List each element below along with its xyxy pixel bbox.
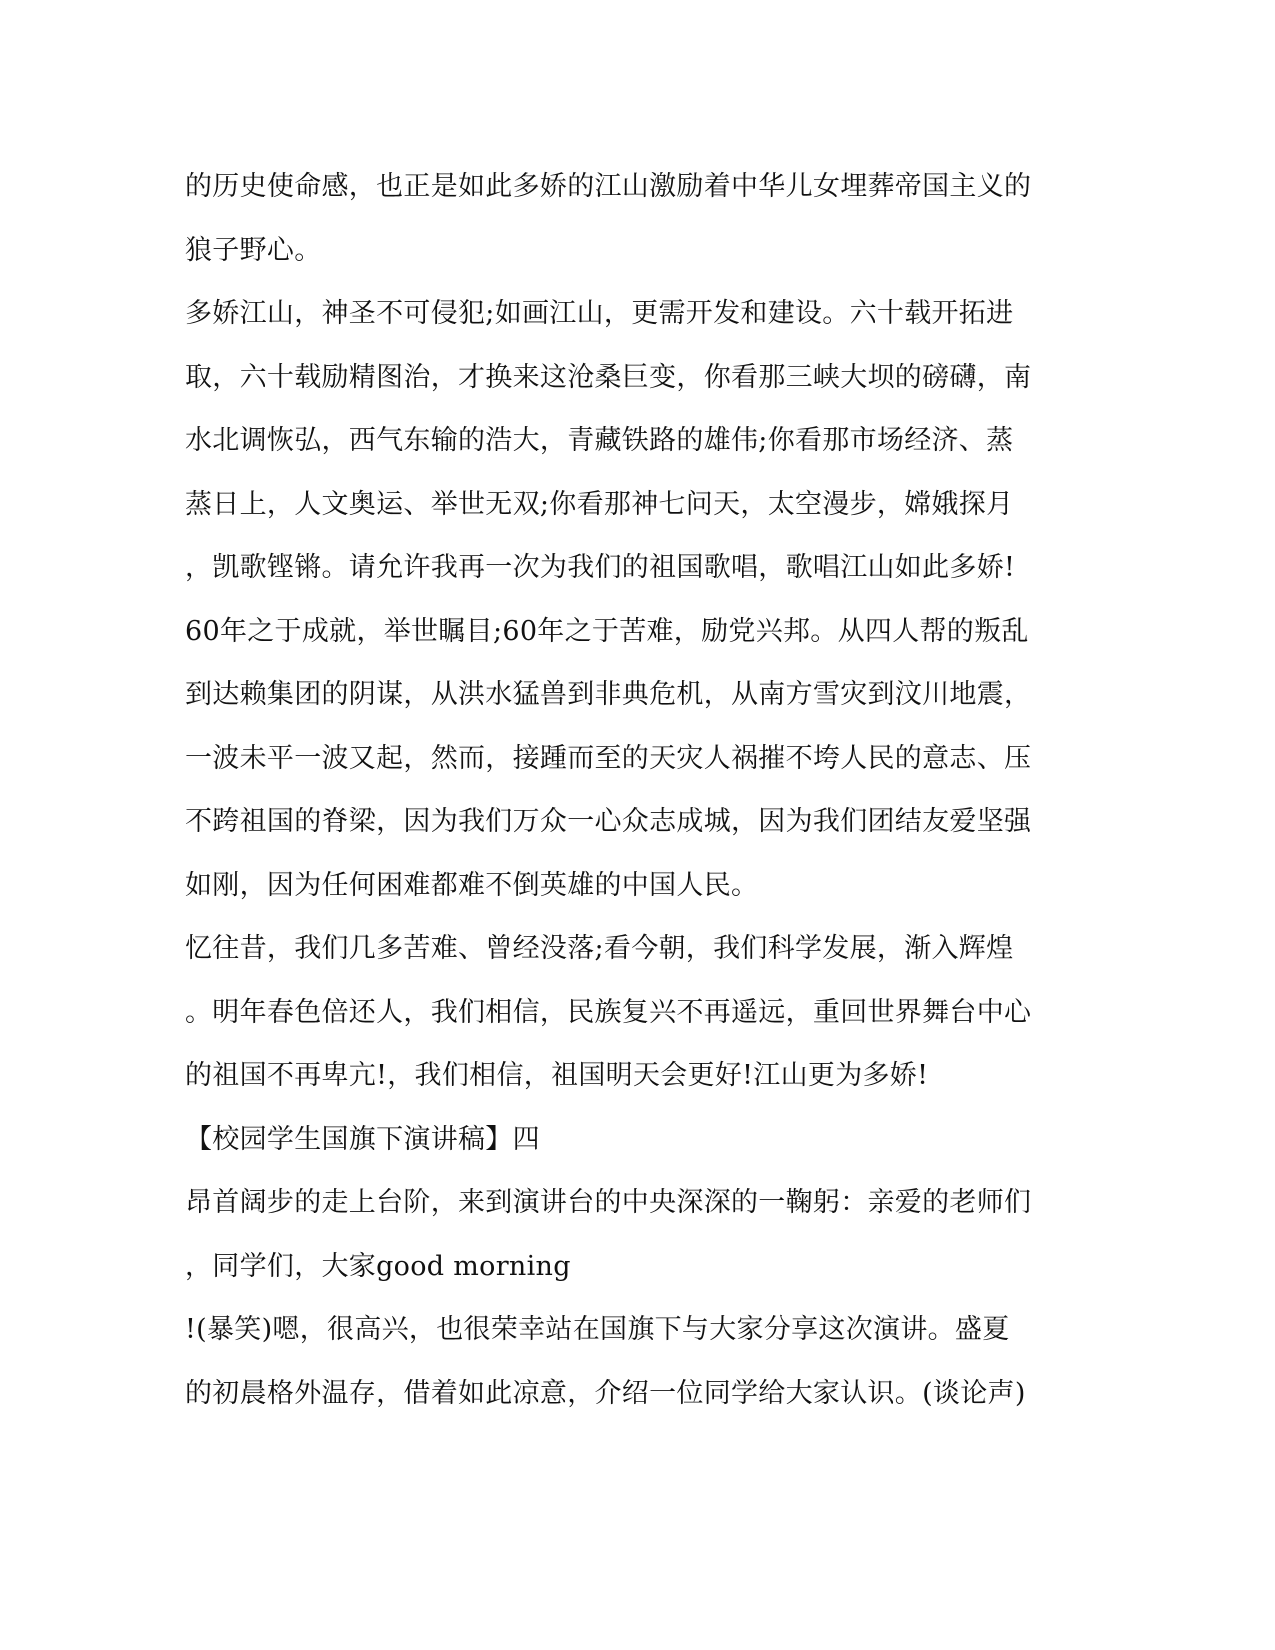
text-line: 的历史使命感，也正是如此多娇的江山激励着中华儿女埋葬帝国主义的 (185, 171, 1032, 202)
text-line: 多娇江山，神圣不可侵犯;如画江山，更需开发和建设。六十载开拓进 (185, 298, 1014, 329)
text-line: 蒸日上，人文奥运、举世无双;你看那神七问天，太空漫步，嫦娥探月 (185, 488, 1014, 520)
text-line: !(暴笑)嗯，很高兴，也很荣幸站在国旗下与大家分享这次演讲。盛夏 (185, 1314, 1010, 1345)
text-line: ，凯歌铿锵。请允许我再一次为我们的祖国歌唱，歌唱江山如此多娇! (185, 552, 1016, 583)
section-heading: 【校园学生国旗下演讲稿】四 (185, 1123, 540, 1155)
text-line: 忆往昔，我们几多苦难、曾经没落;看今朝，我们科学发展，渐入辉煌 (185, 933, 1014, 964)
text-line: 水北调恢弘，西气东输的浩大，青藏铁路的雄伟;你看那市场经济、蒸 (185, 425, 1014, 456)
text-line: 昂首阔步的走上台阶，来到演讲台的中央深深的一鞠躬：亲爱的老师们 (185, 1187, 1032, 1218)
document-body (185, 155, 1090, 1425)
text-line: ，同学们，大家good morning (185, 1250, 571, 1282)
text-line: 。明年春色倍还人，我们相信，民族复兴不再遥远，重回世界舞台中心 (185, 996, 1032, 1028)
text-line: 不跨祖国的脊梁，因为我们万众一心众志成城，因为我们团结友爱坚强 (185, 806, 1032, 837)
text-line: 60年之于成就，举世瞩目;60年之于苦难，励党兴邦。从四人帮的叛乱 (185, 615, 1029, 647)
text-line: 取，六十载励精图治，才换来这沧桑巨变，你看那三峡大坝的磅礴，南 (185, 361, 1032, 393)
text-line: 的初晨格外温存，借着如此凉意，介绍一位同学给大家认识。(谈论声) (185, 1377, 1026, 1409)
text-line: 狼子野心。 (185, 234, 322, 266)
text-line: 如刚，因为任何困难都难不倒英雄的中国人民。 (185, 869, 759, 901)
text-line: 一波未平一波又起，然而，接踵而至的天灾人祸摧不垮人民的意志、压 (185, 742, 1032, 774)
text-line: 的祖国不再卑亢!，我们相信，祖国明天会更好!江山更为多娇! (185, 1060, 929, 1091)
text-line: 到达赖集团的阴谋，从洪水猛兽到非典危机，从南方雪灾到汶川地震， (185, 679, 1032, 710)
